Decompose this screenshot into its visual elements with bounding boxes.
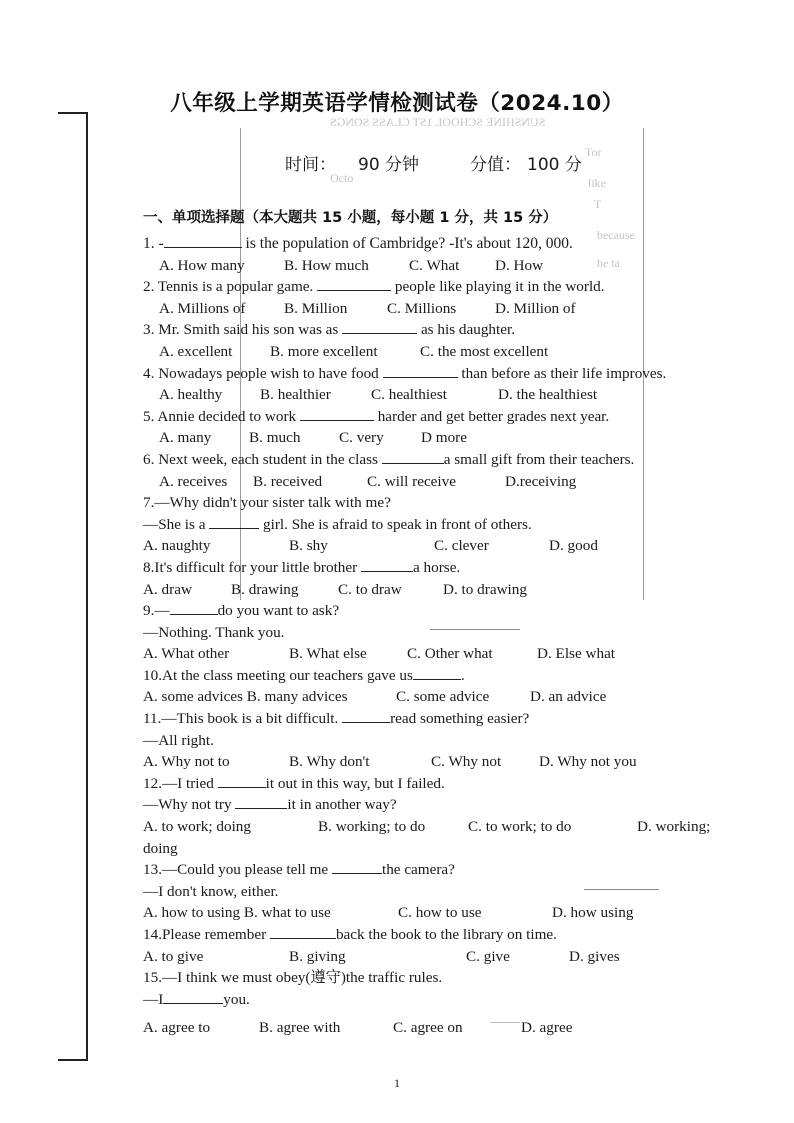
option-a-b[interactable]: A. how to using B. what to use xyxy=(143,904,331,922)
option-c[interactable]: C. What xyxy=(409,256,460,274)
question-options xyxy=(143,427,708,449)
bleed-through-text: SUNSHINE SCHOOL 1ST CLASS SONGS xyxy=(330,115,546,129)
option-b[interactable]: B. much xyxy=(249,429,301,447)
score-unit: 分 xyxy=(564,155,582,175)
option-a[interactable]: A. to give xyxy=(143,947,204,965)
option-c[interactable]: C. how to use xyxy=(398,904,482,922)
section-title: 一、单项选择题（本大题共 15 小题，每小题 1 分，共 15 分） xyxy=(143,210,558,226)
option-b[interactable]: B. received xyxy=(253,472,323,490)
option-b[interactable]: B. agree with xyxy=(259,1019,341,1037)
option-c[interactable]: C. to draw xyxy=(338,580,402,598)
question-options xyxy=(143,1017,708,1039)
option-d[interactable]: D. Else what xyxy=(537,645,616,663)
option-d[interactable]: D. Why not you xyxy=(539,753,637,771)
option-d[interactable]: D. an advice xyxy=(530,688,607,706)
question-list xyxy=(143,233,711,1039)
question-options xyxy=(143,816,711,838)
question-options xyxy=(143,471,708,493)
option-c[interactable]: C. Why not xyxy=(431,753,502,771)
option-b[interactable]: B. healthier xyxy=(260,386,331,404)
question-options xyxy=(143,255,708,277)
option-d[interactable]: D. the healthiest xyxy=(498,386,598,404)
answer-blank[interactable] xyxy=(235,795,287,809)
question-options xyxy=(143,341,708,363)
question-stem: 12.—I tried it out in this way, but I failed. xyxy=(143,774,445,792)
option-b[interactable]: B. working; to do xyxy=(318,818,426,836)
option-a[interactable]: A. healthy xyxy=(159,386,223,404)
time-unit: 分钟 xyxy=(385,155,420,175)
option-d[interactable]: D. good xyxy=(549,537,598,555)
option-c[interactable]: C. Millions xyxy=(387,299,457,317)
question-stem: 5. Annie decided to work harder and get better grades next year. xyxy=(143,407,610,425)
question-options xyxy=(143,643,708,665)
question-stem: 6. Next week, each student in the class a small gift from their teachers. xyxy=(143,450,635,468)
bleed-through-text: Tor xyxy=(585,145,602,159)
time-value: 90 xyxy=(358,155,380,175)
question-stem: —Nothing. Thank you. xyxy=(143,623,285,641)
option-a[interactable]: A. Millions of xyxy=(159,299,246,317)
question-stem: 13.—Could you please tell me the camera? xyxy=(143,861,455,879)
option-c[interactable]: C. clever xyxy=(434,537,489,555)
exam-title: 八年级上学期英语学情检测试卷（2024.10） xyxy=(170,91,624,116)
option-c[interactable]: C. the most excellent xyxy=(420,342,549,360)
score-value: 100 xyxy=(527,155,560,175)
option-c[interactable]: C. agree on xyxy=(393,1019,463,1037)
answer-blank[interactable] xyxy=(413,666,461,680)
page-number: 1 xyxy=(394,1076,400,1090)
question-stem: —I don't know, either. xyxy=(143,882,279,900)
stray-mark xyxy=(584,889,659,890)
question-stem: —Why not try it in another way? xyxy=(143,796,397,814)
binding-margin-bracket xyxy=(58,112,88,1061)
option-a-b[interactable]: A. some advices B. many advices xyxy=(143,688,348,706)
bleed-through-text: be ta xyxy=(597,256,620,270)
option-b[interactable]: B. shy xyxy=(289,537,328,555)
option-b[interactable]: B. What else xyxy=(289,645,367,663)
option-a[interactable]: A. What other xyxy=(143,645,230,663)
option-d[interactable]: D. How xyxy=(495,256,544,274)
question-stem: 10.At the class meeting our teachers gave us . xyxy=(143,666,465,684)
option-b[interactable]: B. giving xyxy=(289,947,346,965)
option-b[interactable]: B. more excellent xyxy=(270,342,378,360)
question-stem: 2. Tennis is a popular game. people like playing it in the world. xyxy=(143,278,605,296)
option-c[interactable]: C. give xyxy=(466,947,510,965)
question-stem: 8.It's difficult for your little brother a horse. xyxy=(143,558,461,576)
question-stem: 3. Mr. Smith said his son was as as his daughter. xyxy=(143,321,515,339)
question-stem: 15.—I think we must obey(遵守)the traffic rules. xyxy=(143,969,443,987)
option-b[interactable]: B. drawing xyxy=(231,580,299,598)
bleed-through-text: like xyxy=(588,176,606,190)
option-a[interactable]: A. agree to xyxy=(143,1019,211,1037)
option-d[interactable]: D. Million of xyxy=(495,299,576,317)
option-c[interactable]: C. to work; to do xyxy=(468,818,572,836)
answer-blank[interactable] xyxy=(170,601,218,615)
question-stem: —I you. xyxy=(143,990,250,1008)
option-a[interactable]: A. How many xyxy=(159,256,245,274)
option-a[interactable]: A. receives xyxy=(159,472,228,490)
option-a[interactable]: A. draw xyxy=(143,580,192,598)
question-options xyxy=(143,298,708,320)
score-label: 分值： xyxy=(470,155,521,175)
answer-blank[interactable] xyxy=(317,277,391,291)
answer-blank[interactable] xyxy=(300,407,374,421)
question-stem: 11.—This book is a bit difficult. read something easier? xyxy=(143,710,530,728)
option-a[interactable]: A. naughty xyxy=(143,537,211,555)
option-c[interactable]: C. healthiest xyxy=(371,386,447,404)
option-b[interactable]: B. Million xyxy=(284,299,348,317)
option-c[interactable]: C. very xyxy=(339,429,384,447)
stray-mark xyxy=(490,1022,520,1023)
bleed-through-text: because xyxy=(597,228,635,242)
answer-blank[interactable] xyxy=(270,925,336,939)
answer-blank[interactable] xyxy=(163,990,223,1004)
option-a[interactable]: A. excellent xyxy=(159,342,233,360)
option-c[interactable]: C. some advice xyxy=(396,688,490,706)
option-a[interactable]: A. to work; doing xyxy=(143,818,251,836)
answer-blank[interactable] xyxy=(342,320,417,334)
question-options xyxy=(143,535,708,557)
question-options xyxy=(143,902,708,924)
question-options-wrap: doing xyxy=(143,839,178,857)
answer-blank[interactable] xyxy=(383,364,458,378)
stray-mark xyxy=(430,629,520,630)
question-options xyxy=(143,946,708,968)
question-options xyxy=(143,384,708,406)
answer-blank[interactable] xyxy=(209,515,259,529)
option-d[interactable]: D. agree xyxy=(521,1019,573,1037)
question-stem: 14.Please remember back the book to the library on time. xyxy=(143,926,557,943)
answer-blank[interactable] xyxy=(332,860,382,874)
question-stem: —She is a girl. She is afraid to speak in front of others. xyxy=(143,515,532,533)
option-a[interactable]: A. Why not to xyxy=(143,753,230,771)
question-stem: 9.— do you want to ask? xyxy=(143,602,340,620)
option-d[interactable]: D. how using xyxy=(552,904,634,922)
bleed-through-text: Octo xyxy=(330,171,354,185)
option-c[interactable]: C. Other what xyxy=(407,645,493,663)
option-b[interactable]: B. Why don't xyxy=(289,753,370,771)
option-d[interactable]: D.receiving xyxy=(505,472,577,490)
question-stem: 4. Nowadays people wish to have food than before as their life improves. xyxy=(143,364,667,382)
option-d[interactable]: D. gives xyxy=(569,947,620,965)
bleed-through-text: T xyxy=(594,197,602,211)
question-options xyxy=(143,751,708,773)
exam-time xyxy=(285,150,419,175)
answer-blank[interactable] xyxy=(342,709,390,723)
answer-blank[interactable] xyxy=(382,450,444,464)
question-options xyxy=(143,579,708,601)
answer-blank[interactable] xyxy=(164,234,242,248)
option-d[interactable]: D. working; xyxy=(637,818,711,836)
question-stem: —All right. xyxy=(143,731,214,749)
exam-score xyxy=(470,150,582,175)
answer-blank[interactable] xyxy=(218,774,266,788)
option-c[interactable]: C. will receive xyxy=(367,472,456,490)
question-stem: 1. - is the population of Cambridge? -It's about 120, 000. xyxy=(143,235,573,252)
time-label: 时间： xyxy=(285,155,336,175)
option-d[interactable]: D more xyxy=(421,429,467,447)
question-stem: 7.—Why didn't your sister talk with me? xyxy=(143,494,391,512)
option-b[interactable]: B. How much xyxy=(284,256,369,274)
option-d[interactable]: D. to drawing xyxy=(443,580,527,598)
option-a[interactable]: A. many xyxy=(159,429,212,447)
question-options xyxy=(143,686,708,708)
answer-blank[interactable] xyxy=(361,558,413,572)
